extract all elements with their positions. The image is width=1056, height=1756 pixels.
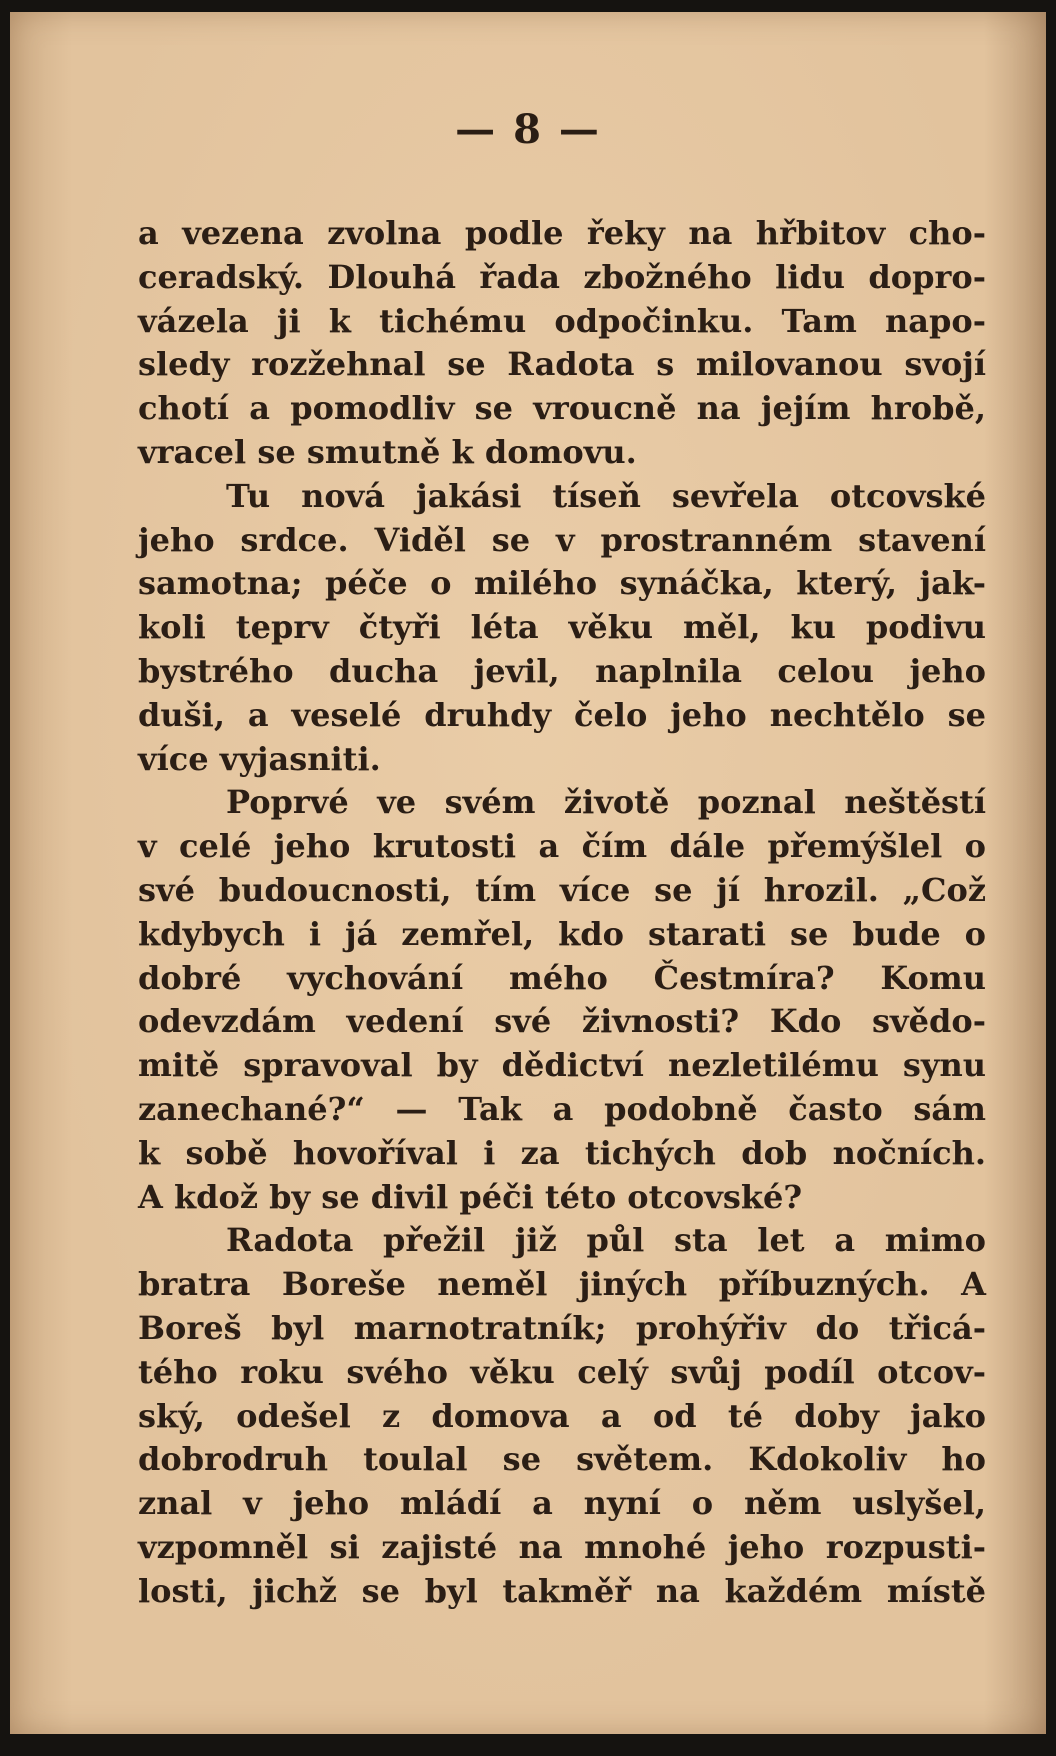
text-line: A kdož by se divil péči této otcovské? (138, 1177, 803, 1216)
text-line: kdybych i já zemřel, kdo starati se bude o (138, 914, 986, 953)
text-line: ský, odešel z domova a od té doby jako (138, 1396, 986, 1435)
text-line: ceradský. Dlouhá řada zbožného lidu dopro- (138, 257, 986, 296)
text-line: koli teprv čtyři léta věku měl, ku podivu (138, 608, 986, 647)
text-line: Poprvé ve svém životě poznal neštěstí (226, 783, 986, 822)
text-line: vracel se smutně k domovu. (138, 432, 637, 471)
text-line: odevzdám vedení své živnosti? Kdo svědo- (138, 1002, 986, 1041)
text-line: mitě spravoval by dědictví nezletilému synu (138, 1046, 986, 1085)
text-line: Radota přežil již půl sta let a mimo (226, 1221, 986, 1260)
text-line: znal v jeho mládí a nyní o něm uslyšel, (138, 1484, 986, 1523)
text-line: Tu nová jakási tíseň sevřela otcovské (226, 476, 986, 515)
text-line: dobrodruh toulal se světem. Kdokoliv ho (138, 1440, 986, 1479)
text-line: dobré vychování mého Čestmíra? Komu (138, 958, 986, 997)
text-line: duši, a veselé druhdy čelo jeho nechtělo se (138, 695, 986, 734)
book-page (10, 12, 1046, 1734)
text-line: chotí a pomodliv se vroucně na jejím hrobě, (138, 389, 986, 428)
text-line: Boreš byl marnotratník; prohýřiv do třicá- (138, 1308, 986, 1347)
text-line: k sobě hovoříval i za tichých dob nočních. (138, 1133, 986, 1172)
text-line: zanechané?“ — Tak a podobně často sám (138, 1089, 986, 1128)
text-line: bystrého ducha jevil, naplnila celou jeho (138, 651, 986, 690)
text-line: v celé jeho krutosti a čím dále přemýšlel o (138, 827, 986, 866)
text-line: bratra Boreše neměl jiných příbuzných. A (138, 1265, 986, 1304)
text-line: tého roku svého věku celý svůj podíl otcov- (138, 1352, 986, 1391)
text-line: sledy rozžehnal se Radota s milovanou svojí (138, 345, 986, 384)
body-text (138, 212, 986, 1614)
page-number: — 8 — (455, 106, 601, 153)
text-line: vzpomněl si zajisté na mnohé jeho rozpusti- (138, 1527, 986, 1566)
text-line: vázela ji k tichému odpočinku. Tam napo- (138, 301, 986, 340)
text-line: více vyjasniti. (138, 739, 381, 778)
text-line: samotna; péče o milého synáčka, který, jak- (138, 564, 986, 603)
text-line: jeho srdce. Viděl se v prostranném stavení (138, 520, 986, 559)
text-line: losti, jichž se byl takměř na každém místě (138, 1571, 986, 1610)
text-line: a vezena zvolna podle řeky na hřbitov cho- (138, 214, 986, 252)
text-line: své budoucnosti, tím více se jí hrozil. „Což (138, 870, 986, 909)
